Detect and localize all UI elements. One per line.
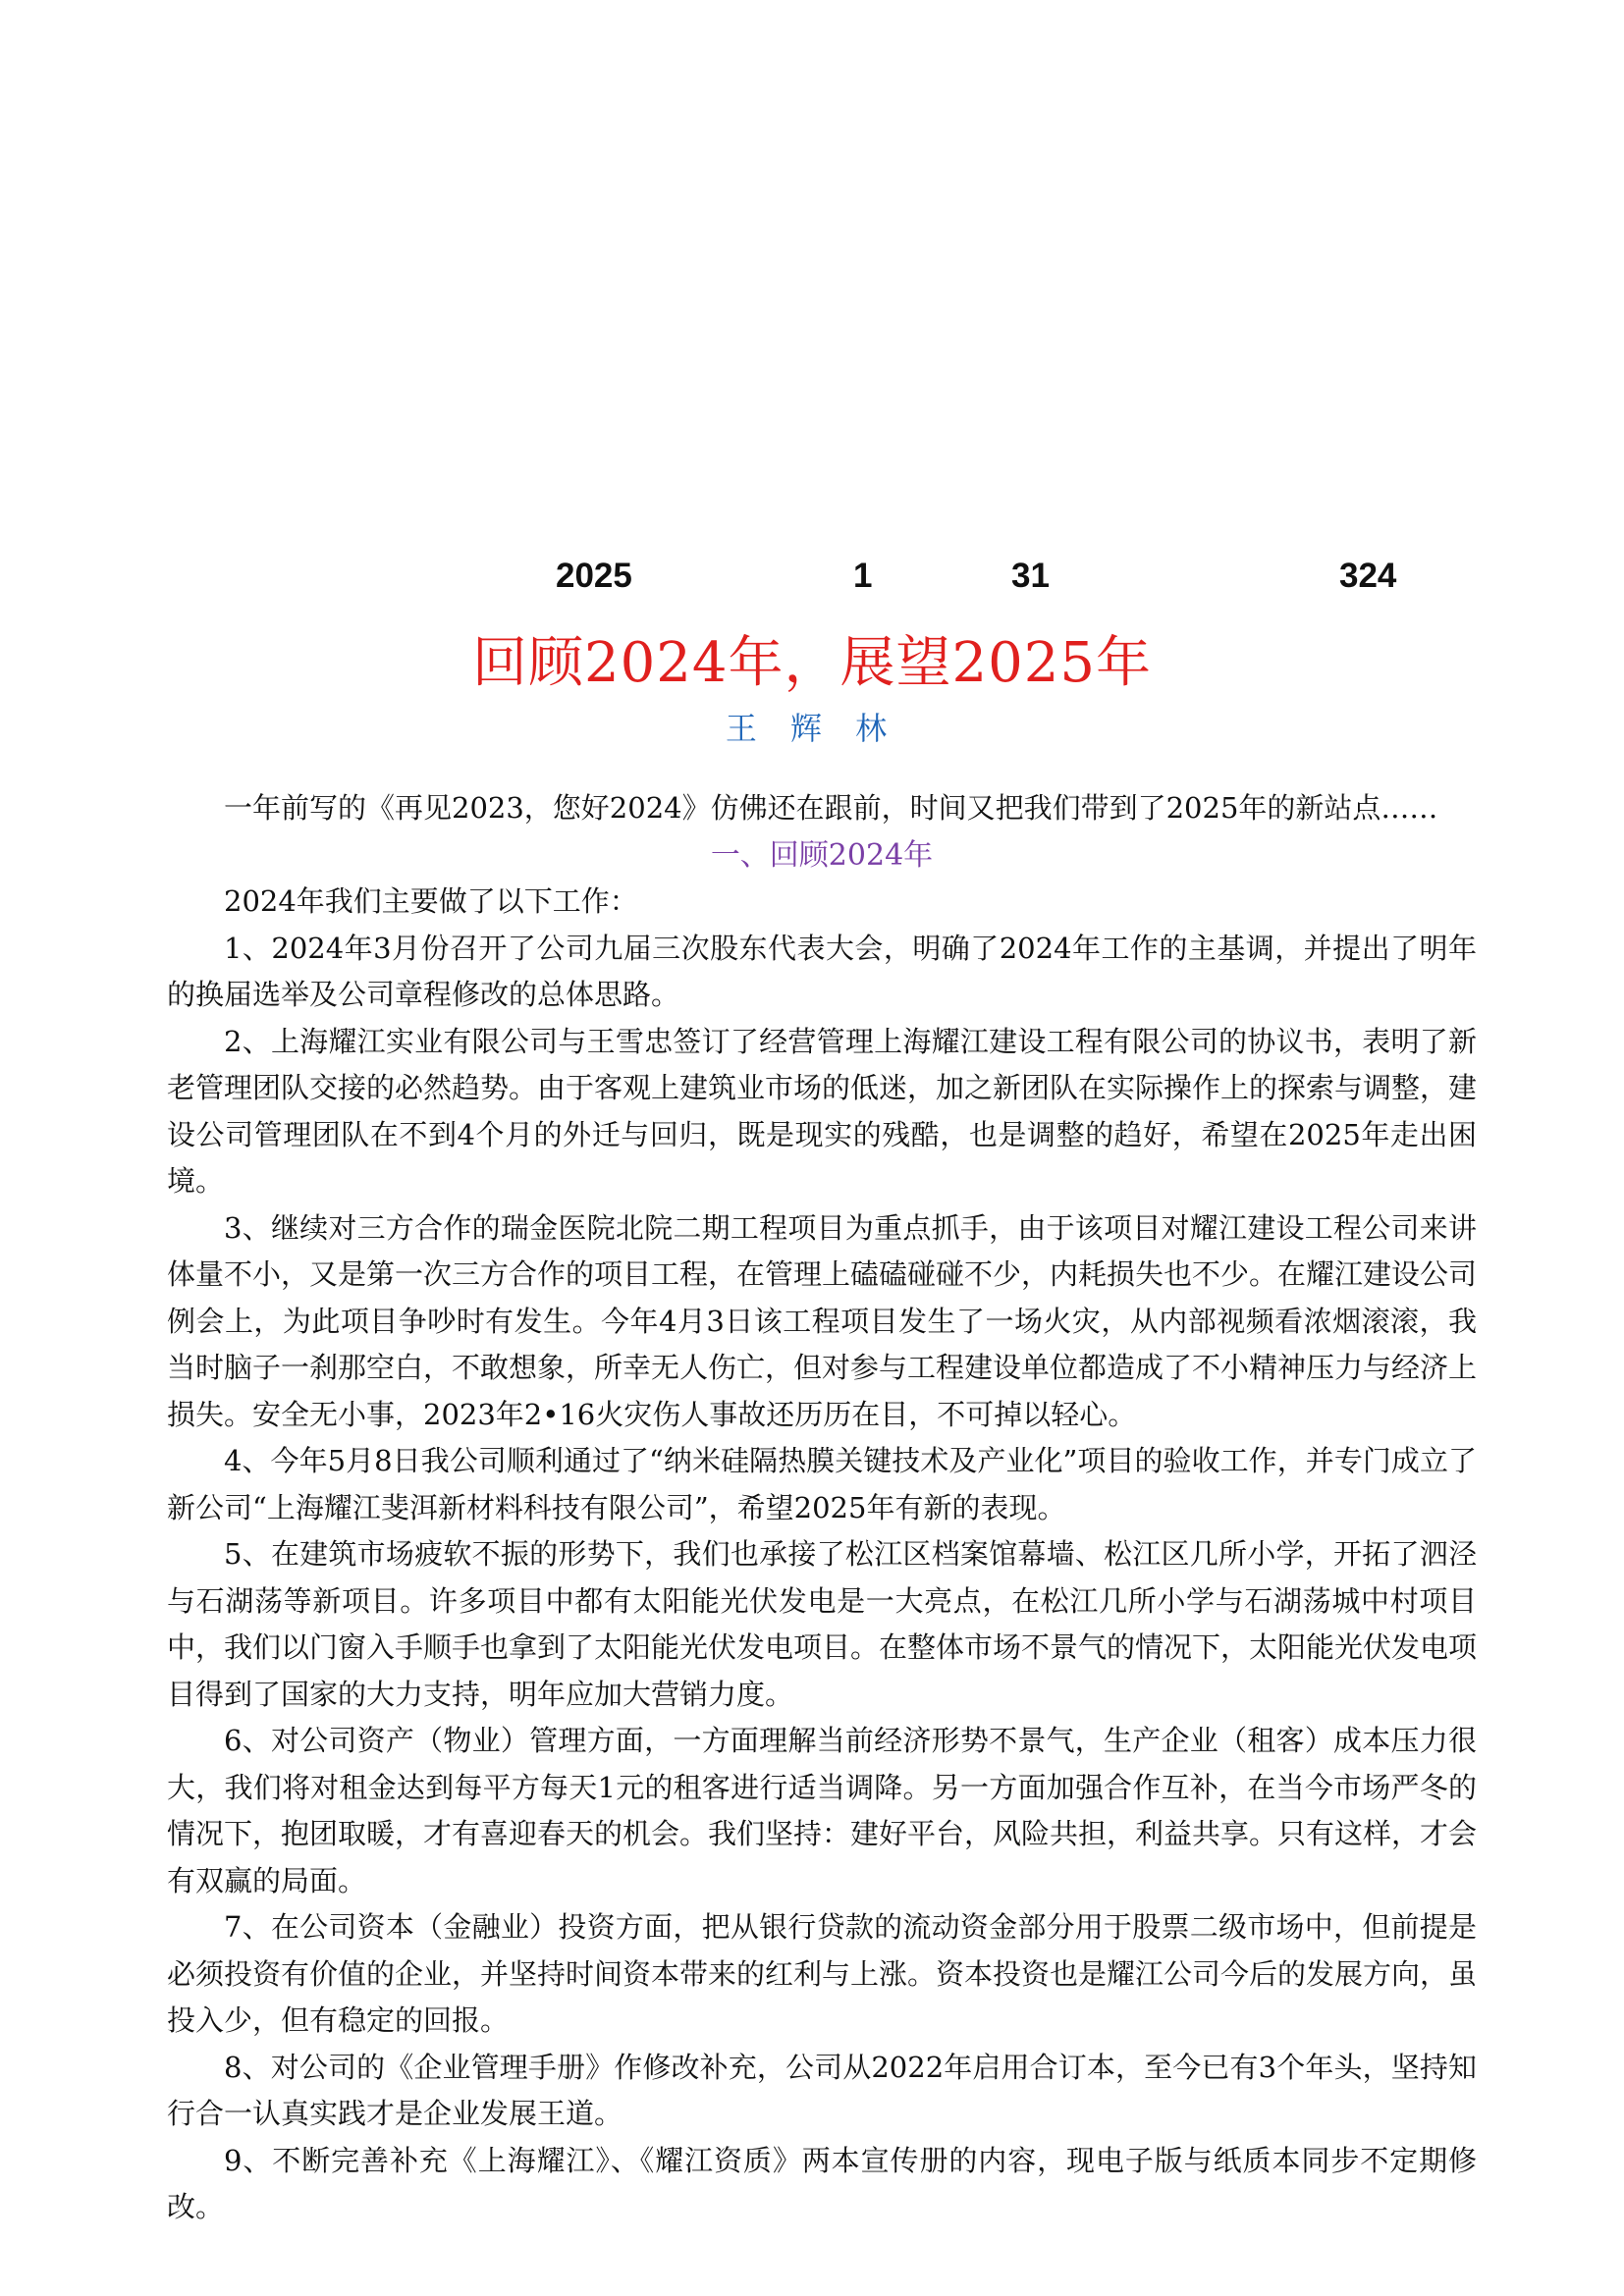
section-heading: 一、回顾2024年 [710,837,934,873]
header-year: 2025 [556,557,632,595]
list-item: 3、继续对三方合作的瑞金医院北院二期工程项目为重点抓手，由于该项目对耀江建设工程公司来讲体量不小，又是第一次三方合作的项目工程，在管理上磕磕碰碰不少，内耗损失也不少。在耀江建设公司例会上，为此项目争吵时有发生。今年4月3日该工程项目发生了一场火灾，从内部视频看浓烟滚滚，我当时脑子一刹那空白，不敢想象，所幸无人伤亡，但对参与工程建设单位都造成了不小精神压力与经济上损失。安全无小事，2023年2•16火灾伤人事故还历历在目，不可掉以轻心。 [167,1210,1478,1431]
article-title: 回顾2024年，展望2025年 [471,631,1153,695]
list-item: 7、在公司资本（金融业）投资方面，把从银行贷款的流动资金部分用于股票二级市场中，但前提是必须投资有价值的企业，并坚持时间资本带来的红利与上涨。资本投资也是耀江公司今后的发展方向，虽投入少，但有稳定的回报。 [167,1910,1478,2037]
section-lead: 2024年我们主要做了以下工作： [224,884,638,918]
header-issue-number: 324 [1339,557,1397,595]
list-item: 9、不断完善补充《上海耀江》、《耀江资质》两本宣传册的内容，现电子版与纸质本同步不定期修改。 [167,2143,1477,2223]
article-body [167,785,1477,2231]
article-author: 王 辉 林 [725,710,899,747]
list-item: 5、在建筑市场疲软不振的形势下，我们也承接了松江区档案馆幕墙、松江区几所小学，开拓了泗泾与石湖荡等新项目。许多项目中都有太阳能光伏发电是一大亮点，在松江几所小学与石湖荡城中村项目中，我们以门窗入手顺手也拿到了太阳能光伏发电项目。在整体市场不景气的情况下，太阳能光伏发电项目得到了国家的大力支持，明年应加大营销力度。 [167,1537,1478,1711]
header-month: 1 [853,557,873,595]
header-day: 31 [1011,557,1050,595]
list-item: 1、2024年3月份召开了公司九届三次股东代表大会，明确了2024年工作的主基调，并提出了明年的换届选举及公司章程修改的总体思路。 [167,931,1477,1011]
issue-header [0,552,1624,601]
list-item: 6、对公司资产（物业）管理方面，一方面理解当前经济形势不景气，生产企业（租客）成本压力很大，我们将对租金达到每平方每天1元的租客进行适当调降。另一方面加强合作互补，在当今市场严冬的情况下，抱团取暖，才有喜迎春天的机会。我们坚持：建好平台，风险共担，利益共享。只有这样，才会有双赢的局面。 [167,1724,1478,1897]
intro-paragraph: 一年前写的《再见2023，您好2024》仿佛还在跟前，时间又把我们带到了2025年的新站点…… [224,791,1438,825]
list-item: 4、今年5月8日我公司顺利通过了“纳米硅隔热膜关键技术及产业化”项目的验收工作，并专门成立了新公司“上海耀江斐洱新材料科技有限公司”，希望2025年有新的表现。 [167,1444,1477,1524]
list-item: 8、对公司的《企业管理手册》作修改补充，公司从2022年启用合订本，至今已有3个年头，坚持知行合一认真实践才是企业发展王道。 [167,2050,1477,2130]
list-item: 2、上海耀江实业有限公司与王雪忠签订了经营管理上海耀江建设工程有限公司的协议书，表明了新老管理团队交接的必然趋势。由于客观上建筑业市场的低迷，加之新团队在实际操作上的探索与调整，建设公司管理团队在不到4个月的外迁与回归，既是现实的残酷，也是调整的趋好，希望在2025年走出困境。 [167,1024,1478,1198]
